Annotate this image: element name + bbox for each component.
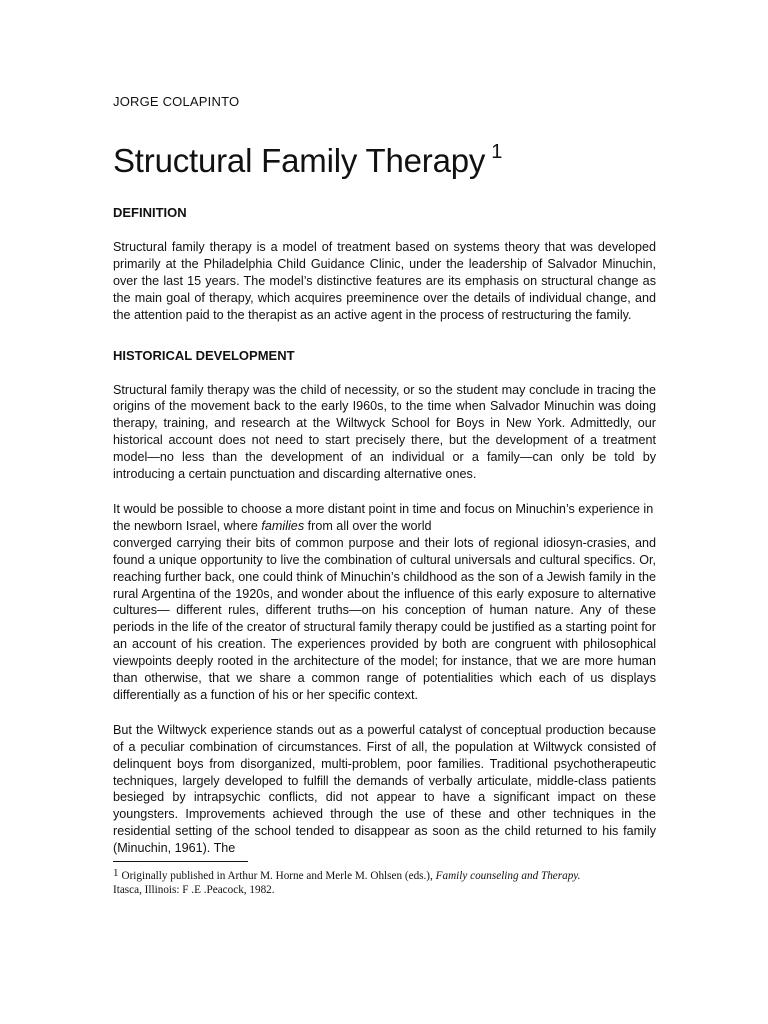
footnote	[113, 866, 656, 897]
title-text: Structural Family Therapy	[113, 142, 486, 179]
definition-heading: DEFINITION	[113, 205, 187, 220]
title-footnote-marker: 1	[491, 141, 503, 163]
definition-paragraph: Structural family therapy is a model of treatment based on systems theory that was developed primarily at the Philadelphia Child Guidance Clinic, under the leadership of Salvador Minuchin, over the last 15 years. The model’s distinctive features are its emphasis on structural change as the main goal of therapy, which acquires preeminence over the details of individual change, and the attention paid to the therapist as an active agent in the process of restructuring the family.	[113, 240, 656, 322]
history-paragraph-1: Structural family therapy was the child of necessity, or so the student may conclude in tracing the origins of the movement back to the early I960s, to the time when Salvador Minuchin was doing therapy, training, and research at the Wiltwyck School for Boys in New York. Admittedly, our historical account does not need to start precisely there, but the development of a treatment model—no less than the development of an individual or a family—can only be told by introducing a certain punctuation and discarding alternative ones.	[113, 382, 656, 482]
families-emphasis: families	[261, 518, 305, 533]
historical-development-heading: HISTORICAL DEVELOPMENT	[113, 347, 295, 363]
history-paragraph-2-start: It would be possible to choose a more distant point in time and focus on Minuchin’s experience in the newborn Israel, where	[113, 501, 654, 533]
history-paragraph-2	[113, 501, 656, 704]
history-paragraph-3: But the Wiltwyck experience stands out as a powerful catalyst of conceptual production because of a peculiar combination of circumstances. First of all, the population at Wiltwyck consisted of delinquent boys from disorganized, multi-problem, poor families. Traditional psychotherapeutic techniques, largely developed to fulfill the demands of verbally articulate, middle-class patients besieged by intrapsychic conflicts, did not appear to have a significant impact on these youngsters. Improvements achieved through the use of these and other techniques in the residential setting of the school tended to disappear as soon as the child returned to his family (Minuchin, 1961). The	[113, 722, 656, 856]
footnote-text-start: Originally published in Arthur M. Horne and Merle M. Ohlsen (eds.),	[121, 869, 433, 882]
footnote-divider	[113, 861, 248, 862]
history-paragraph-2-rest: converged carrying their bits of common purpose and their lots of regional idiosyn-crasies, and found a unique opportunity to live the combination of cultural universals and cultural specifics. Or, reaching further back, one could think of Minuchin’s childhood as the son of a Jewish family in the rural Argentina of the 1920s, and wonder about the influence of this early exposure to alternative cultures— different rules, different truths—on his conception of human nature. Any of these periods in the life of the creator of structural family therapy could be justified as a starting point for an account of his creation. The experiences provided by both are congruent with philosophical viewpoints deeply rooted in the architecture of the model; for instance, that we are more human than otherwise, that we share a common range of potentialities which each of us displays differentially as a function of his or her specific context.	[113, 535, 657, 702]
footnote-marker: 1	[113, 866, 119, 879]
footnote-book-title: Family counseling and Therapy.	[435, 869, 581, 882]
history-paragraph-2-opening	[113, 501, 656, 535]
history-paragraph-2-mid: from all over the world	[307, 518, 432, 533]
author-name: JORGE COLAPINTO	[113, 94, 240, 109]
footnote-publisher: Itasca, Illinois: F .E .Peacock, 1982.	[113, 883, 275, 896]
document-title	[113, 132, 656, 181]
